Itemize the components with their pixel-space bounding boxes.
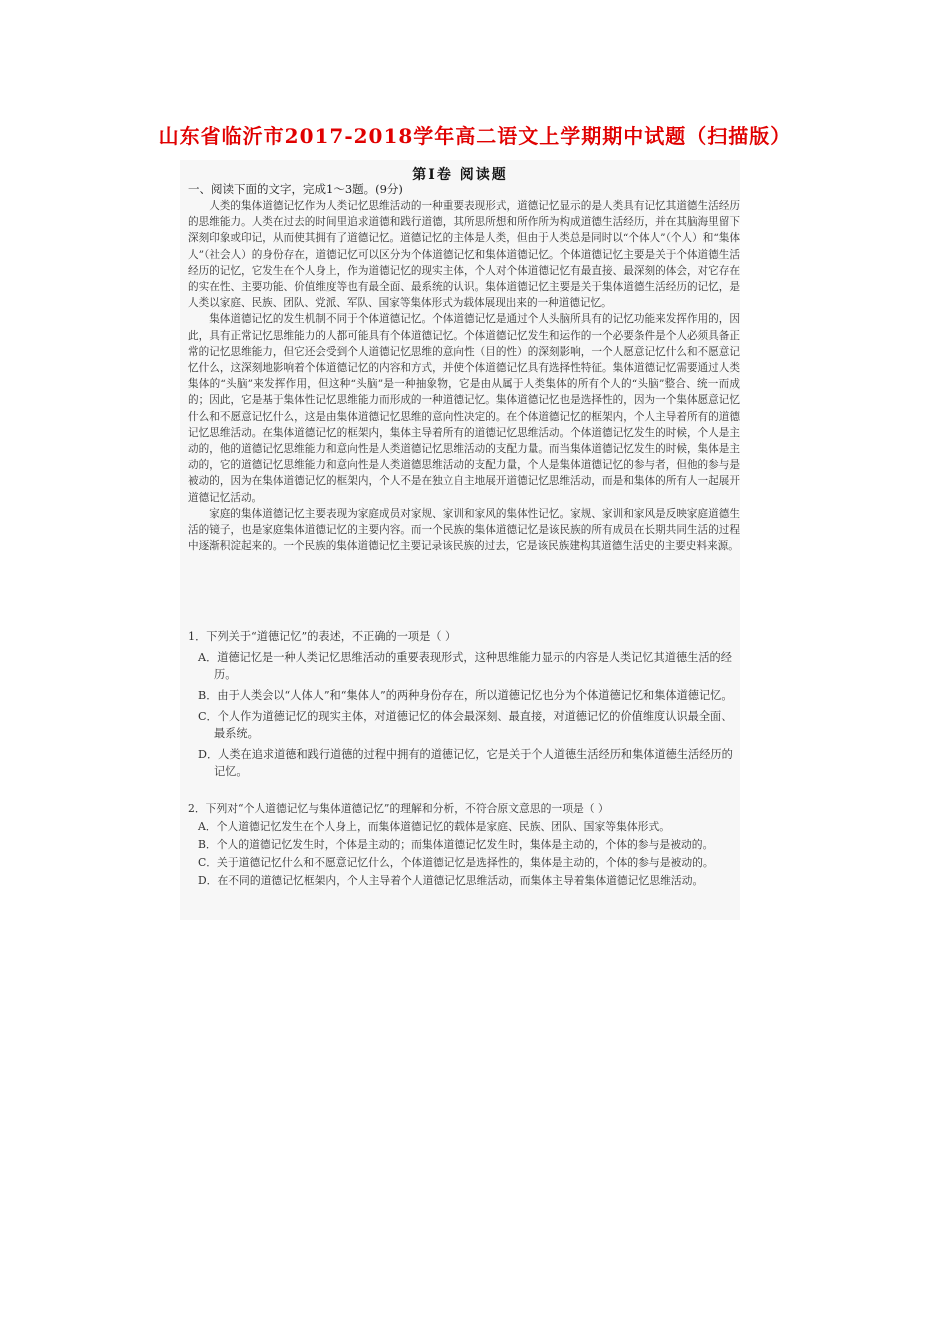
option-b: B．由于人类会以“人体人”和“集体人”的两种身份存在，所以道德记忆也分为个体道德记忆和集体道德记忆。 [198, 689, 733, 702]
reading-passage [188, 198, 740, 554]
passage-paragraph: 人类的集体道德记忆作为人类记忆思维活动的一种重要表现形式，道德记忆显示的是人类具有记忆其道德生活经历的思维能力。人类在过去的时间里追求道德和践行道德，其所思所想和所作所为构成道德生活经历，并在其脑海里留下深刻印象或印记，从而使其拥有了道德记忆。道德记忆的主体是人类，但由于人类总是同时以“个体人”（个人）和“集体人”（社会人）的身份存在，道德记忆可以区分为个体道德记忆和集体道德记忆。个体道德记忆主要是关于个体道德生活经历的记忆，它发生在个人身上，作为道德记忆的现实主体，个人对个体道德记忆有最直接、最深刻的体会，对它存在的实在性、主要功能、价值维度等也有最全面、最系统的认识。集体道德记忆主要是关于集体道德生活经历的记忆，是人类以家庭、民族、团队、党派、军队、国家等集体形式为载体展现出来的一种道德记忆。 [188, 200, 740, 310]
option-b: B．个人的道德记忆发生时，个体是主动的；而集体道德记忆发生时，集体是主动的，个体的参与是被动的。 [198, 838, 714, 851]
option-c: C．个人作为道德记忆的现实主体，对道德记忆的体会最深刻、最直接，对道德记忆的价值维度认识最全面、最系统。 [198, 710, 733, 740]
question-stem: 1．下列关于“道德记忆”的表述，不正确的一项是（ ） [188, 630, 457, 643]
question-2 [188, 800, 740, 889]
question-stem: 2．下列对“个人道德记忆与集体道德记忆”的理解和分析，不符合原文意思的一项是（ ） [188, 802, 609, 815]
scanned-page [180, 160, 740, 920]
passage-paragraph: 集体道德记忆的发生机制不同于个体道德记忆。个体道德记忆是通过个人头脑所具有的记忆功能来发挥作用的，因此，具有正常记忆思维能力的人都可能具有个体道德记忆。个体道德记忆发生和运作的一个必要条件是个人必须具备正常的记忆思维能力，但它还会受到个人道德记忆思维的意向性（目的性）的深刻影响，一个人愿意记忆什么和不愿意记忆什么，这深刻地影响着个体道德记忆的内容和方式，并使个体道德记忆具有选择性特征。集体道德记忆需要通过人类集体的“头脑”来发挥作用，但这种“头脑”是一种抽象物，它是由从属于人类集体的所有个人的“头脑”整合、统一而成的；因此，它是基于集体性记忆思维能力而形成的一种道德记忆。集体道德记忆也是选择性的，因为一个集体愿意记忆什么和不愿意记忆什么，这是由集体道德记忆思维的意向性决定的。在个体道德记忆的框架内，个人主导着所有的道德记忆思维活动。在集体道德记忆的框架内，集体主导着所有的道德记忆思维活动。个体道德记忆发生的时候，个人是主动的，他的道德记忆思维能力和意向性是人类道德记忆思维活动的支配力量。而当集体道德记忆发生的时候，集体是主动的，它的道德记忆思维能力和意向性是人类道德思维活动的支配力量，个人是集体道德记忆的参与者，但他的参与是被动的，因为在集体道德记忆的框架内，个人不是在独立自主地展开道德记忆思维活动，而是和集体的所有人一起展开道德记忆活动。 [188, 313, 740, 504]
option-d: D．在不同的道德记忆框架内，个人主导着个人道德记忆思维活动，而集体主导着集体道德记忆思维活动。 [198, 874, 704, 887]
option-d: D．人类在追求道德和践行道德的过程中拥有的道德记忆，它是关于个人道德生活经历和集体道德生活经历的记忆。 [198, 748, 733, 778]
option-a: A．个人道德记忆发生在个人身上，而集体道德记忆的载体是家庭、民族、团队、国家等集体形式。 [198, 820, 671, 833]
document-title: 山东省临沂市2017-2018学年高二语文上学期期中试题（扫描版） [158, 124, 792, 148]
passage-paragraph: 家庭的集体道德记忆主要表现为家庭成员对家规、家训和家风的集体性记忆。家规、家训和家风是反映家庭道德生活的镜子，也是家庭集体道德记忆的主要内容。而一个民族的集体道德记忆是该民族的所有成员在长期共同生活的过程中逐渐积淀起来的。一个民族的集体道德记忆主要记录该民族的过去，它是该民族建构其道德生活史的主要史料来源。 [188, 507, 740, 553]
reading-instruction: 一、阅读下面的文字，完成1～3题。(9分) [188, 182, 403, 196]
option-a: A．道德记忆是一种人类记忆思维活动的重要表现形式，这种思维能力显示的内容是人类记忆其道德生活的经历。 [198, 651, 732, 681]
section-heading: 第Ⅰ卷 阅读题 [412, 167, 508, 183]
option-c: C．关于道德记忆什么和不愿意记忆什么，个体道德记忆是选择性的，集体是主动的，个体的参与是被动的。 [198, 856, 714, 869]
question-1 [188, 628, 740, 780]
